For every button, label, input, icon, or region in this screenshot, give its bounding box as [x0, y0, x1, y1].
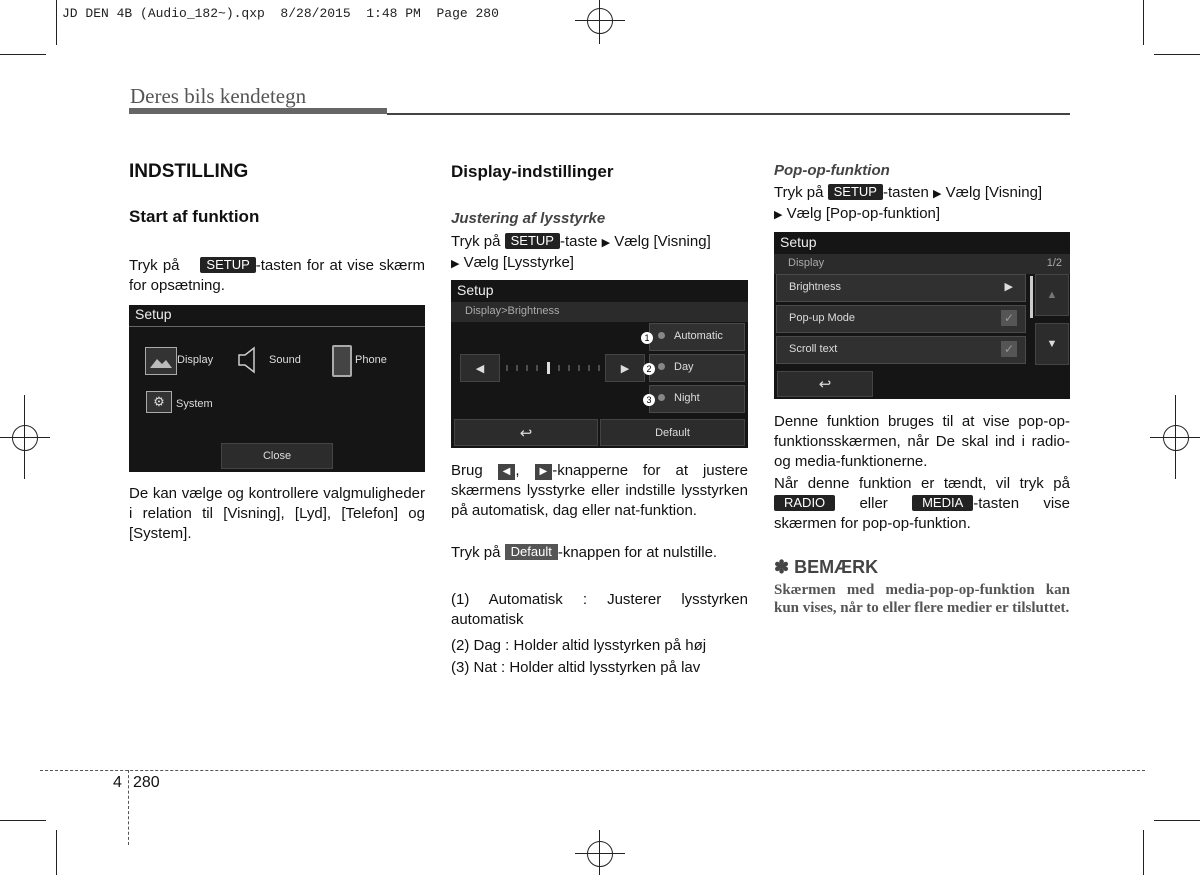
radio-key-badge: RADIO: [774, 495, 835, 511]
crop-mark: [575, 853, 625, 854]
radio-dot-icon: [658, 363, 665, 370]
default-key-badge: Default: [505, 544, 558, 560]
brightness-increase-button[interactable]: [605, 354, 645, 382]
scroll-down-button[interactable]: [1035, 323, 1069, 365]
list-item: (1) Automatisk : Justerer lysstyrken automatisk: [451, 591, 748, 628]
intro-paragraph: [774, 183, 1070, 225]
brightness-decrease-button[interactable]: [460, 354, 500, 382]
row-popup-mode[interactable]: [776, 305, 1026, 333]
setup-key-badge: SETUP: [505, 233, 560, 249]
footer-divider-vertical: [128, 770, 129, 845]
reset-text: Tryk på: [451, 544, 501, 561]
arrow-left-icon: ◀: [498, 464, 516, 480]
media-key-badge: MEDIA: [912, 495, 973, 511]
intro-text: -taste: [559, 233, 598, 250]
setup-key-badge: SETUP: [828, 184, 883, 200]
screen-breadcrumb: [774, 254, 1070, 274]
header-rule-thin: [387, 113, 1070, 115]
intro-text: Tryk på: [774, 184, 824, 201]
registration-mark-icon: [587, 8, 613, 34]
list-item: (2) Dag : Holder altid lysstyrken på høj: [451, 637, 707, 654]
option-night[interactable]: [649, 385, 745, 413]
crop-mark: [1143, 0, 1144, 45]
arrow-right-icon: ▶: [774, 209, 783, 221]
body-paragraph: [774, 474, 1070, 534]
crop-mark: [56, 830, 57, 875]
section-header-title: Deres bils kendetegn: [130, 84, 307, 108]
radio-dot-icon: [658, 332, 665, 339]
crop-mark: [0, 54, 46, 55]
separator: ,: [515, 462, 520, 479]
menu-item-display[interactable]: Display: [177, 354, 214, 366]
subsection-title: Start af funktion: [129, 207, 260, 226]
registration-mark-icon: [12, 425, 38, 451]
reset-paragraph: [451, 543, 748, 563]
option-label: Automatic: [674, 330, 723, 342]
menu-item-sound[interactable]: Sound: [269, 354, 301, 366]
breadcrumb-text: Display>Brightness: [465, 305, 560, 317]
menu-item-system[interactable]: System: [176, 398, 213, 410]
intro-text: -tasten for at vise skærm for opsætning.: [129, 257, 426, 294]
usage-text: Brug: [451, 462, 483, 479]
radio-dot-icon: [658, 394, 665, 401]
crop-mark: [1175, 395, 1176, 479]
checkbox-checked-icon[interactable]: ✓: [1001, 310, 1017, 326]
section-title: INDSTILLING: [129, 161, 249, 182]
arrow-right-icon: ▶: [620, 362, 630, 375]
screen-breadcrumb: [451, 302, 748, 322]
arrow-right-icon: ▶: [451, 258, 460, 270]
row-label: Scroll text: [789, 343, 838, 355]
intro-text: Vælg [Visning]: [614, 233, 711, 250]
reset-text: -knappen for at nulstille.: [557, 544, 718, 561]
note-body: Skærmen med media-pop-op-funktion kan kun vises, når to eller flere medier er tilsluttet.: [774, 582, 1070, 616]
crop-mark: [0, 437, 50, 438]
print-slug: JD DEN 4B (Audio_182~).qxp 8/28/2015 1:48 PM Page 280: [62, 6, 499, 21]
chapter-number: 4: [113, 774, 122, 791]
note-title: ✽ BEMÆRK: [774, 557, 879, 577]
default-button[interactable]: Default: [600, 419, 745, 446]
gear-icon: ⚙: [146, 391, 172, 413]
crop-mark: [599, 0, 600, 44]
usage-text: -knapperne for at justere skærmens lysstyrke eller indstille lysstyrken på automatisk, dag eller nat-funktion.: [451, 462, 749, 519]
display-icon: [145, 347, 177, 375]
screen-title: Setup: [457, 282, 494, 298]
screen-title: Setup: [780, 234, 817, 250]
body-paragraph: Denne funktion bruges til at vise pop-op-funktionsskærmen, når De skal ind i radio- og media-funktionerne.: [774, 413, 1070, 470]
subsection-title: Pop-op-funktion: [774, 162, 890, 179]
body-text: eller: [859, 495, 888, 512]
option-automatic[interactable]: [649, 323, 745, 351]
arrow-right-icon: ▶: [933, 188, 942, 200]
brightness-slider[interactable]: [505, 362, 605, 377]
callout-number-2: 2: [643, 363, 655, 375]
arrow-up-icon: ▲: [1046, 289, 1058, 301]
screen-title: Setup: [135, 306, 172, 322]
intro-paragraph: [451, 232, 748, 274]
scrollbar-thumb[interactable]: [1030, 276, 1033, 318]
intro-text: -tasten: [882, 184, 929, 201]
crop-mark: [24, 395, 25, 479]
arrow-down-icon: ▼: [1046, 338, 1058, 350]
row-label: Brightness: [789, 281, 841, 293]
subsection-title: Justering af lysstyrke: [451, 210, 606, 227]
row-label: Pop-up Mode: [789, 312, 856, 324]
intro-text: Tryk på: [451, 233, 501, 250]
intro-text: Vælg [Visning]: [945, 184, 1043, 201]
screen-divider: [129, 326, 425, 327]
arrow-right-icon: ▶: [601, 237, 611, 249]
back-button[interactable]: ↩: [777, 371, 873, 397]
menu-item-phone[interactable]: Phone: [355, 354, 387, 366]
intro-text: Tryk på: [129, 257, 180, 274]
setup-screen: [129, 305, 425, 472]
arrow-right-icon: ▶: [535, 464, 553, 480]
brightness-screen: [451, 280, 748, 448]
popup-setup-screen: [774, 232, 1070, 399]
phone-icon: [332, 345, 352, 377]
breadcrumb-text: Display: [788, 257, 825, 269]
back-button[interactable]: ↩: [454, 419, 598, 446]
intro-paragraph: [129, 256, 425, 296]
chevron-right-icon: ▶: [1004, 281, 1013, 293]
option-label: Day: [674, 361, 694, 373]
intro-text: Vælg [Lysstyrke]: [463, 254, 574, 271]
body-text: -tasten vise skærmen for pop-op-funktion.: [774, 495, 1071, 532]
list-item: (3) Nat : Holder altid lysstyrken på lav: [451, 659, 701, 676]
body-text: Når denne funktion er tændt, vil tryk på: [774, 475, 1070, 492]
option-label: Night: [674, 392, 700, 404]
callout-number-1: 1: [641, 332, 653, 344]
scroll-up-button[interactable]: [1035, 274, 1069, 316]
registration-mark-icon: [1163, 425, 1189, 451]
crop-mark: [1154, 820, 1200, 821]
speaker-icon: [237, 346, 261, 377]
footer-divider: [40, 770, 1145, 771]
crop-mark: [1143, 830, 1144, 875]
close-button[interactable]: Close: [221, 443, 333, 469]
row-brightness[interactable]: [776, 274, 1026, 302]
page-number: 280: [133, 774, 160, 791]
registration-mark-icon: [587, 841, 613, 867]
crop-mark: [56, 0, 57, 45]
arrow-left-icon: ◀: [475, 362, 485, 375]
setup-key-badge: SETUP: [200, 257, 255, 273]
callout-number-3: 3: [643, 394, 655, 406]
page-indicator: 1/2: [1046, 257, 1062, 269]
checkbox-checked-icon[interactable]: ✓: [1001, 341, 1017, 357]
option-day[interactable]: [649, 354, 745, 382]
crop-mark: [0, 820, 46, 821]
body-paragraph: De kan vælge og kontrollere valgmuligheder i relation til [Visning], [Lyd], [Telefon] og [System].: [129, 485, 425, 542]
crop-mark: [575, 20, 625, 21]
intro-text: Vælg [Pop-op-funktion]: [786, 205, 941, 222]
usage-paragraph: [451, 461, 748, 521]
header-rule-thick: [129, 108, 387, 114]
crop-mark: [1154, 54, 1200, 55]
row-scroll-text[interactable]: [776, 336, 1026, 364]
section-title: Display-indstillinger: [451, 162, 614, 181]
